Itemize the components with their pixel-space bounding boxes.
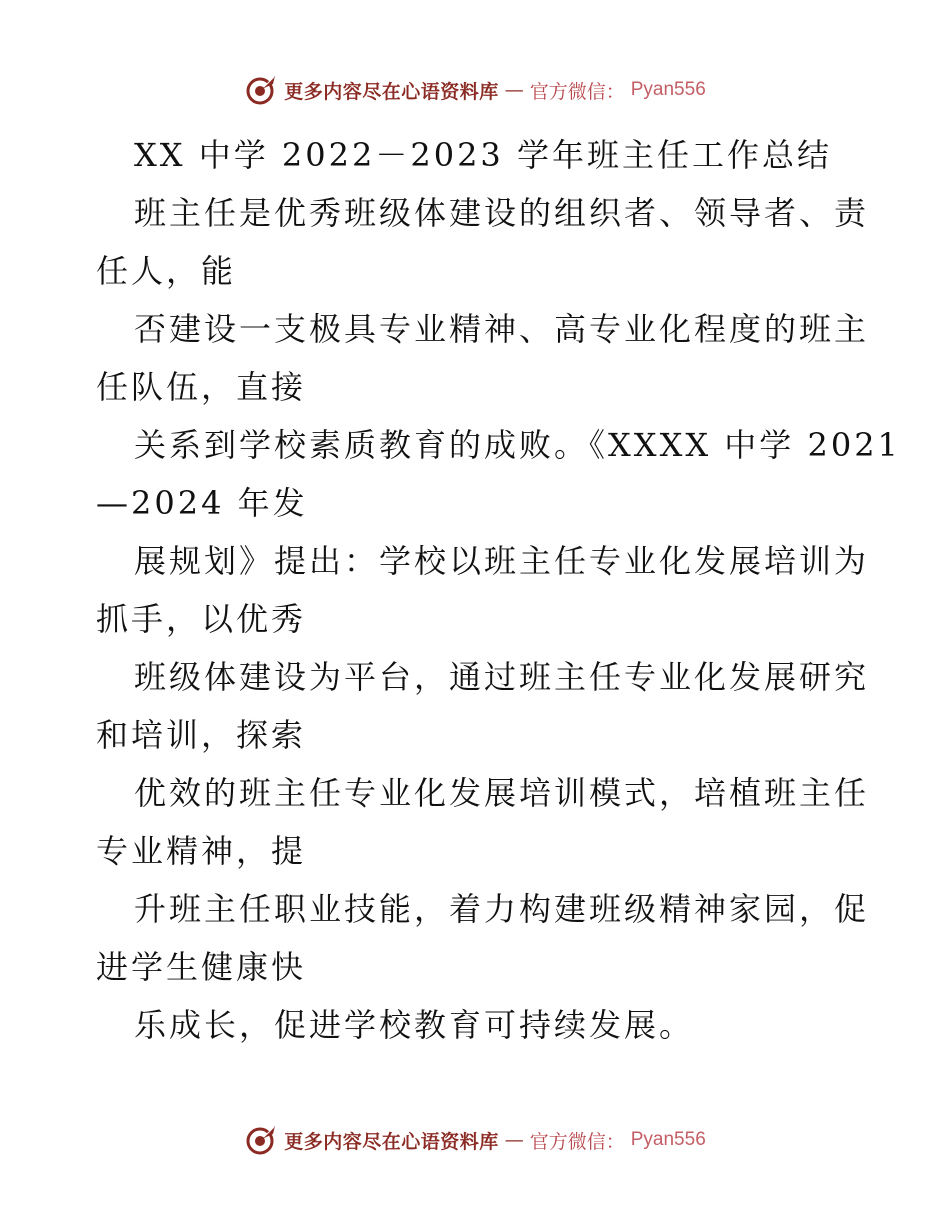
paragraph-line: 班主任是优秀班级体建设的组织者、领导者、责 [134, 194, 870, 232]
paragraph-line: 关系到学校素质教育的成败。《XXXX 中学 2021 [134, 426, 901, 464]
footer-banner [0, 1120, 950, 1160]
paragraph-line: 优效的班主任专业化发展培训模式，培植班主任 [134, 774, 870, 812]
paragraph-line: 进学生健康快 [96, 948, 307, 986]
banner-wechat-label: 官方微信： [529, 1130, 625, 1153]
banner-dash: — [504, 1129, 524, 1151]
document-title: XX 中学 2022－2023 学年班主任工作总结 [134, 136, 832, 174]
paragraph-line: 任人，能 [96, 252, 237, 290]
banner-text: 更多内容尽在心语资料库 [284, 1130, 499, 1153]
banner-wechat-id: Pyan556 [630, 1129, 706, 1150]
paragraph-line: 否建设一支极具专业精神、高专业化程度的班主 [134, 310, 870, 348]
quill-circle-logo-icon [244, 73, 278, 107]
paragraph-line: 乐成长，促进学校教育可持续发展。 [134, 1006, 695, 1044]
paragraph-line: 抓手，以优秀 [96, 600, 307, 638]
paragraph-line: 升班主任职业技能，着力构建班级精神家园，促 [134, 890, 870, 928]
banner-wechat-label: 官方微信： [529, 80, 625, 103]
paragraph-line: 任队伍，直接 [96, 368, 307, 406]
paragraph-line: —2024 年发 [96, 484, 308, 522]
header-banner [0, 70, 950, 110]
banner-text: 更多内容尽在心语资料库 [284, 80, 499, 103]
paragraph-line: 专业精神，提 [96, 832, 307, 870]
document-body [96, 126, 901, 1054]
paragraph-line: 班级体建设为平台，通过班主任专业化发展研究 [134, 658, 870, 696]
banner-wechat-id: Pyan556 [630, 79, 706, 100]
paragraph-line: 和培训，探索 [96, 716, 307, 754]
paragraph-line: 展规划》提出：学校以班主任专业化发展培训为 [134, 542, 870, 580]
quill-circle-logo-icon [244, 1123, 278, 1157]
banner-dash: — [504, 79, 524, 101]
